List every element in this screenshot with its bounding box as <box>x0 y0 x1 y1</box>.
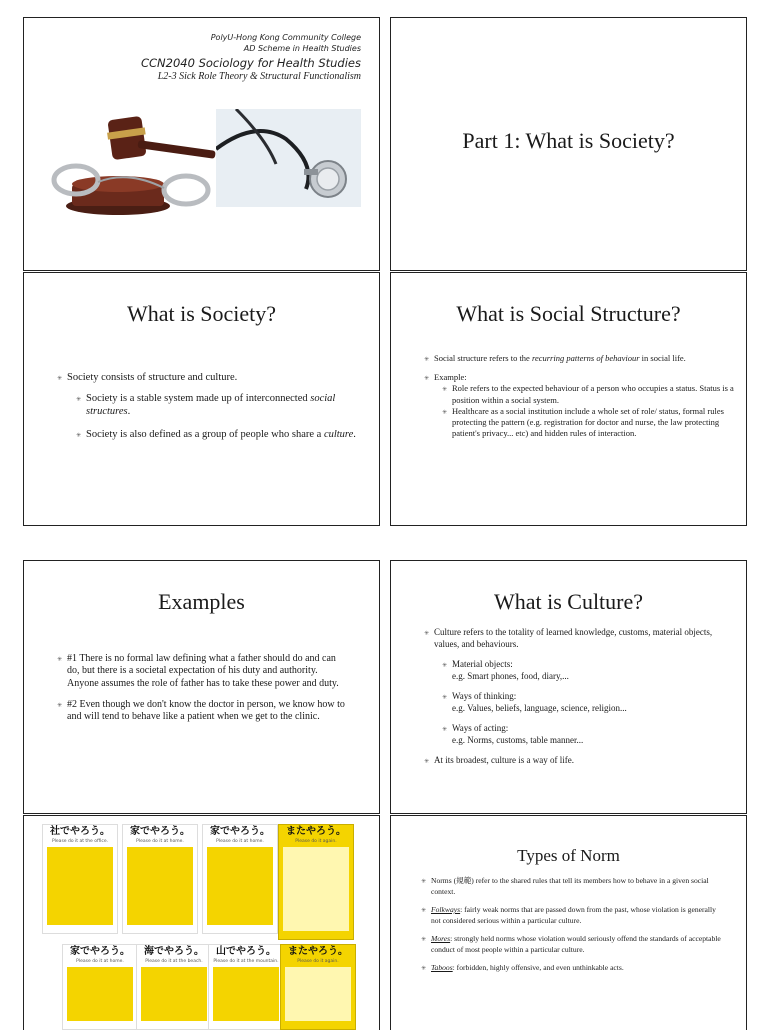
stethoscope-image <box>216 109 361 207</box>
slide-manner-posters <box>23 815 380 1030</box>
slide-heading: What is Social Structure? <box>456 301 681 326</box>
manner-poster: 社でやろう。 Please do it at the office. <box>42 824 118 934</box>
bullet-item: ✳ Society is also defined as a group of people who share a culture. <box>76 428 376 441</box>
slide-types-of-norm <box>390 815 747 1030</box>
manner-poster: 海でやろう。 Please do it at the beach. <box>136 944 212 1030</box>
bullet-list <box>57 653 347 732</box>
bullet-item: ✳ Role refers to the expected behaviour of a person who occupies a status. Status is a position within a social system. <box>442 383 742 405</box>
slide-heading: Types of Norm <box>517 846 620 865</box>
bullet-item: ✳ Society consists of structure and culture. ✳ Society is a stable system made up of interconnected social structures. ✳ Society is also defined as a group of people who share a culture. <box>57 371 357 441</box>
slide-heading: Part 1: What is Society? <box>462 128 675 153</box>
manner-poster: またやろう。 Please do it again. <box>280 944 356 1030</box>
slide-heading: Examples <box>158 589 245 614</box>
bullet-item: ✳ At its broadest, culture is a way of life. <box>424 755 724 767</box>
bullet-item: ✳ Society is a stable system made up of interconnected social structures. <box>76 392 376 418</box>
slide-social-structure <box>390 272 747 526</box>
bullet-list <box>424 627 724 767</box>
sub-bullet-list <box>442 383 742 439</box>
title-block <box>141 32 361 82</box>
bullet-item: ✳ Social structure refers to the recurring patterns of behaviour in social life. <box>424 353 724 364</box>
manner-poster: 山でやろう。 Please do it at the mountain. <box>208 944 284 1030</box>
bullet-list <box>57 371 357 451</box>
bullet-item: ✳ Material objects: e.g. Smart phones, food, diary,... <box>442 659 742 682</box>
program-name: AD Scheme in Health Studies <box>243 44 361 53</box>
slide-what-is-culture <box>390 560 747 814</box>
bullet-list <box>421 876 726 982</box>
slide-what-is-society <box>23 272 380 526</box>
manner-poster: 家でやろう。 Please do it at home. <box>62 944 138 1030</box>
slide-examples <box>23 560 380 814</box>
manner-poster: 家でやろう。 Please do it at home. <box>122 824 198 934</box>
sub-bullet-list <box>76 392 376 441</box>
bullet-item: ✳ Culture refers to the totality of learned knowledge, customs, material objects, values, and behaviours. ✳ Material objects: e.g. Smart phones, food, diary,... ✳ Ways of thinking: e.g. Values, beliefs, language, science, religion... ✳ Ways of acting: e.g. Norms, customs, table manner... <box>424 627 724 746</box>
slide-part1 <box>390 17 747 271</box>
manner-poster: またやろう。 Please do it again. <box>278 824 354 940</box>
slide-heading: What is Culture? <box>493 589 644 614</box>
bullet-item: ✳ Ways of acting: e.g. Norms, customs, table manner... <box>442 723 742 746</box>
bullet-item: ✳ Taboos: forbidden, highly offensive, and even unthinkable acts. <box>421 963 726 974</box>
gavel-handcuffs-image <box>48 110 218 220</box>
bullet-item: ✳ Folkways: fairly weak norms that are passed down from the past, whose violation is generally not considered serious within a particular culture. <box>421 905 726 926</box>
manner-poster: 家でやろう。 Please do it at home. <box>202 824 278 934</box>
bullet-item: ✳ Mores: strongly held norms whose violation would seriously offend the standards of acceptable conduct of most people within a particular culture. <box>421 934 726 955</box>
bullet-item: ✳ Norms (規範) refer to the shared rules that tell its members how to behave in a given social context. <box>421 876 726 897</box>
bullet-item: ✳ Example: ✳ Role refers to the expected behaviour of a person who occupies a status. Status is a position within a social system. ✳ Healthcare as a social institution include a whole set of role/ status, formal rules protecting the pattern (e.g. registration for doctor and nurse, the law protecting patient's privacy... etc) and hidden rules of interaction. <box>424 372 724 439</box>
bullet-item: ✳ #1 There is no formal law defining what a father should do and can do, but there is a societal expectation of his duty and authority. Anyone assumes the role of father has to take these power and duty. <box>57 653 347 690</box>
sub-bullet-list <box>442 659 742 746</box>
slide-title <box>23 17 380 271</box>
institution-name: PolyU-Hong Kong Community College <box>210 33 361 42</box>
bullet-item: ✳ Healthcare as a social institution include a whole set of role/ status, formal rules protecting the pattern (e.g. registration for doctor and nurse, the law protecting patient's privacy... etc) and hidden rules of interaction. <box>442 406 742 440</box>
course-title: CCN2040 Sociology for Health Studies <box>140 56 361 70</box>
lecture-title: L2-3 Sick Role Theory & Structural Functionalism <box>157 71 361 82</box>
bullet-list <box>424 353 734 439</box>
bullet-item: ✳ #2 Even though we don't know the doctor in person, we know how to and will tend to behave like a patient when we get to the clinic. <box>57 699 347 724</box>
bullet-item: ✳ Ways of thinking: e.g. Values, beliefs, language, science, religion... <box>442 691 742 714</box>
slide-heading: What is Society? <box>126 301 277 326</box>
